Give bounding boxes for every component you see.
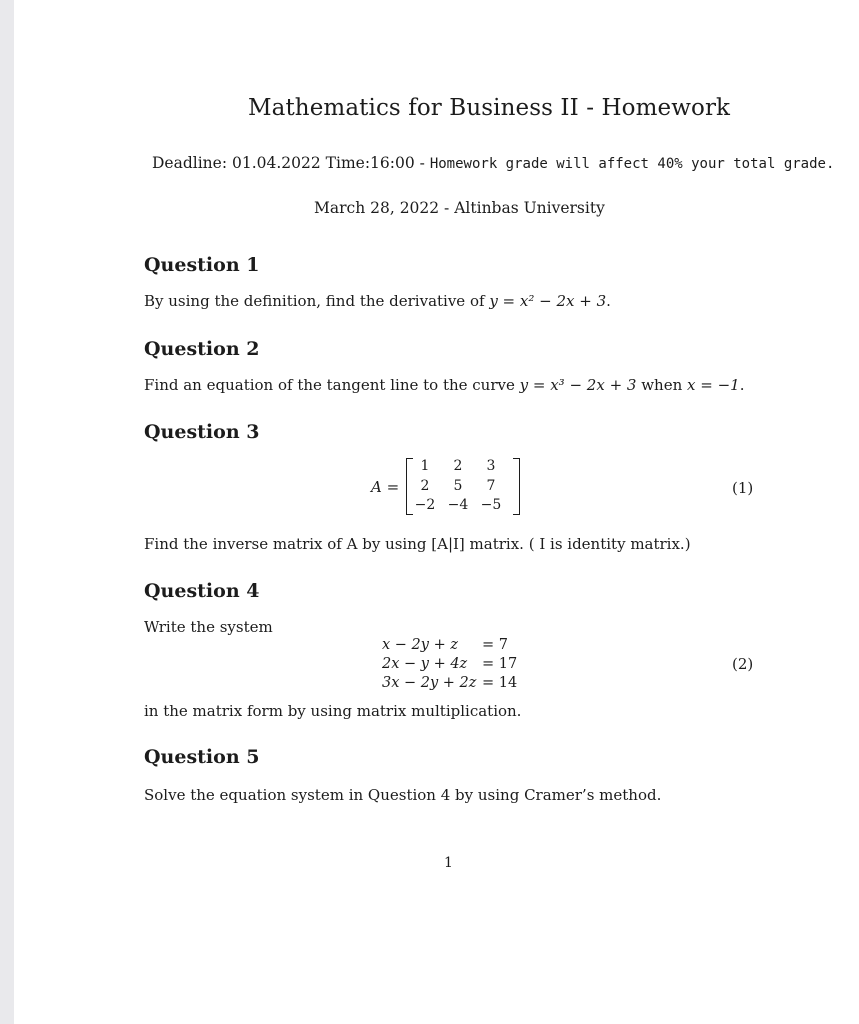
system-rhs: = 14: [482, 675, 518, 691]
matrix-cell: 3: [486, 458, 496, 474]
matrix-cell: 2: [453, 458, 463, 474]
question-2-text: [144, 376, 745, 394]
question-1-text: [144, 292, 611, 310]
equation-number-1: (1): [732, 479, 754, 497]
question-4-intro: Write the system: [144, 618, 273, 636]
matrix-cell: −2: [414, 497, 436, 513]
matrix-cell: 2: [420, 478, 430, 494]
page-number: 1: [444, 855, 453, 871]
question-5-text: Solve the equation system in Question 4 by using Cramer’s method.: [144, 786, 662, 804]
matrix-label: A =: [371, 478, 400, 496]
question-1-text-after: .: [606, 292, 611, 310]
question-1-expression: y = x² − 2x + 3: [489, 292, 607, 310]
date-line: March 28, 2022 - Altinbas University: [314, 199, 605, 217]
question-2-heading: Question 2: [144, 338, 260, 360]
equation-number-2: (2): [732, 655, 754, 673]
question-2-text-middle: when: [636, 376, 688, 394]
deadline-note: Homework grade will affect 40% your total grade.: [429, 156, 835, 172]
question-1-text-before: By using the definition, find the derivative of: [144, 292, 490, 310]
deadline-prefix: Deadline: 01.04.2022 Time:16:00 -: [152, 154, 430, 172]
matrix-cell: −4: [447, 497, 469, 513]
question-2-text-before: Find an equation of the tangent line to the curve: [144, 376, 520, 394]
question-3-heading: Question 3: [144, 421, 260, 443]
deadline-line: [152, 154, 834, 172]
question-2-text-after: .: [739, 376, 745, 394]
system-lhs: 2x − y + 4z: [382, 656, 468, 672]
matrix-cell: 7: [486, 478, 496, 494]
system-rhs: = 17: [482, 656, 518, 672]
matrix-cell: 5: [453, 478, 463, 494]
question-2-expression: y = x³ − 2x + 3: [519, 376, 637, 394]
question-1-heading: Question 1: [144, 254, 260, 276]
document-page: [14, 0, 859, 1024]
system-rhs: = 7: [482, 637, 508, 653]
document-title: Mathematics for Business II - Homework: [248, 95, 731, 121]
question-4-outro: in the matrix form by using matrix multiplication.: [144, 702, 522, 720]
question-3-text: Find the inverse matrix of A by using [A|I] matrix. ( I is identity matrix.): [144, 535, 691, 553]
matrix-cell: −5: [480, 497, 502, 513]
question-4-heading: Question 4: [144, 580, 260, 602]
matrix-right-bracket: [513, 458, 520, 515]
question-2-expression-2: x = −1: [687, 376, 740, 394]
question-5-heading: Question 5: [144, 746, 260, 768]
system-lhs: 3x − 2y + 2z: [382, 675, 477, 691]
system-lhs: x − 2y + z: [382, 637, 458, 653]
matrix-cell: 1: [420, 458, 430, 474]
